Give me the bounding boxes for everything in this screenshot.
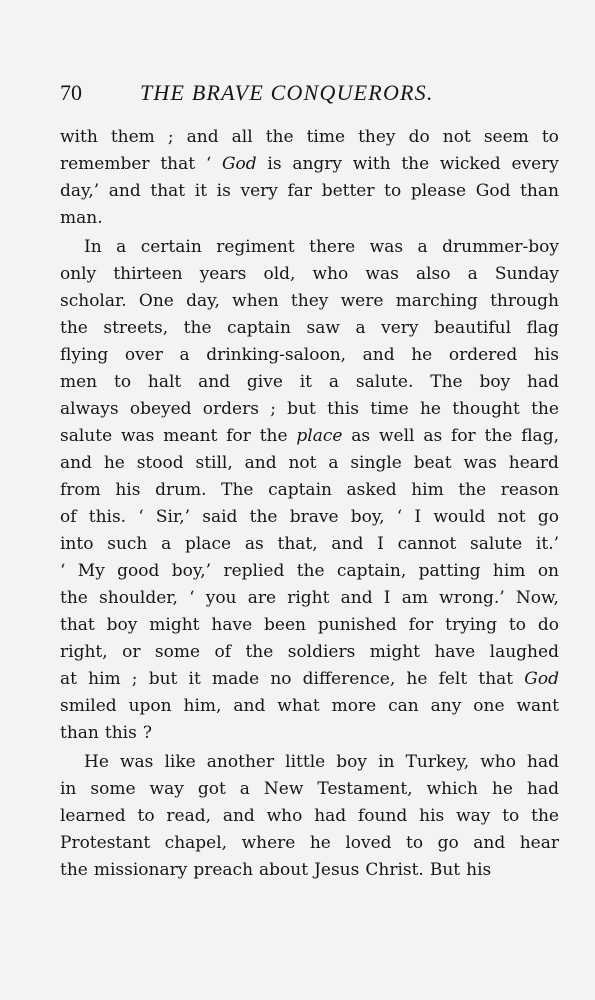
paragraph [60,124,559,232]
text-line: ‘ My good boy,’ replied the captain, patting him on [60,561,559,581]
text-line: with them ; and all the time they do not seem to [60,127,559,147]
running-title: THE BRAVE CONQUERORS. [140,80,434,105]
text-line: In a certain regiment there was a drummer-boy [84,237,559,257]
text-line: and he stood still, and not a single beat was heard [60,453,559,473]
text-line: the shoulder, ‘ you are right and I am wrong.’ Now, [60,588,559,608]
body-text [60,124,559,884]
text-line: smiled upon him, and what more can any one want [60,696,559,716]
paragraph [60,749,559,884]
text-line: remember that ‘ God is angry with the wicked every [60,154,559,174]
text-line: at him ; but it made no difference, he felt that God [60,669,559,689]
paragraph [60,234,559,747]
text-line: scholar. One day, when they were marching through [60,291,559,311]
text-line: that boy might have been punished for trying to do [60,615,559,635]
text-line: from his drum. The captain asked him the reason [60,480,559,500]
text-line: of this. ‘ Sir,’ said the brave boy, ‘ I would not go [60,507,559,527]
text-line: the missionary preach about Jesus Christ. But his [60,860,492,880]
text-line: men to halt and give it a salute. The boy had [60,372,559,392]
page-header [60,80,559,116]
text-line: right, or some of the soldiers might have laughed [60,642,559,662]
text-line: salute was meant for the place as well as for the flag, [60,426,559,446]
text-line: day,’ and that it is very far better to please God than [60,181,559,201]
page-number: 70 [60,80,82,105]
text-line: learned to read, and who had found his way to the [60,806,559,826]
text-line: only thirteen years old, who was also a Sunday [60,264,559,284]
text-line: He was like another little boy in Turkey, who had [84,752,559,772]
text-line: the streets, the captain saw a very beautiful flag [60,318,559,338]
text-line: man. [60,208,103,228]
text-line: flying over a drinking-saloon, and he ordered his [60,345,559,365]
text-line: Protestant chapel, where he loved to go and hear [60,833,559,853]
text-line: always obeyed orders ; but this time he thought the [60,399,559,419]
text-line: than this ? [60,723,152,743]
text-line: in some way got a New Testament, which he had [60,779,559,799]
text-line: into such a place as that, and I cannot salute it.’ [60,534,559,554]
